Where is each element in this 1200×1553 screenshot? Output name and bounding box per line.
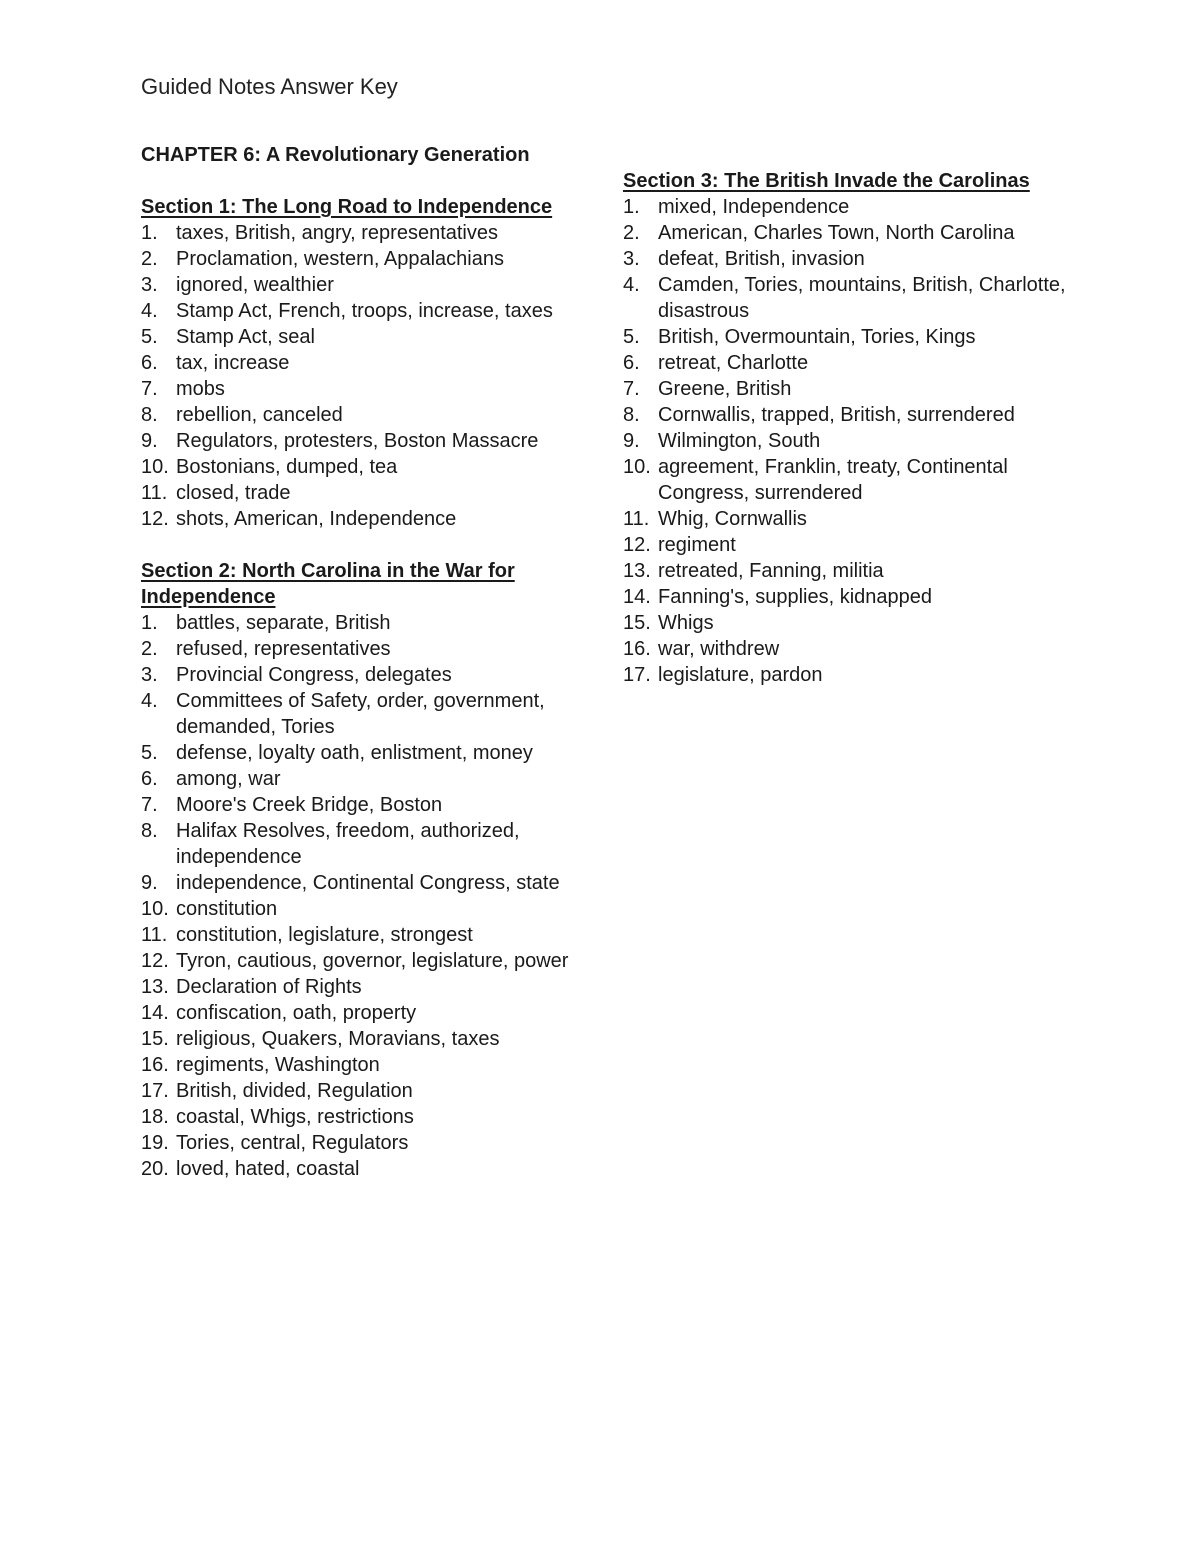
answer-item	[141, 870, 591, 896]
answer-text: Stamp Act, seal	[176, 326, 315, 348]
answer-number: 2.	[141, 248, 158, 270]
right-column	[623, 168, 1073, 688]
answer-item	[141, 1052, 591, 1078]
answer-list	[623, 194, 1073, 688]
answer-text: Whigs	[658, 612, 714, 634]
answer-text: Declaration of Rights	[176, 976, 362, 998]
answer-item	[141, 324, 591, 350]
answer-item	[623, 402, 1073, 428]
answer-item	[141, 896, 591, 922]
answer-number: 8.	[141, 404, 158, 426]
page-header: Guided Notes Answer Key	[141, 74, 398, 99]
answer-number: 7.	[623, 378, 640, 400]
answer-list	[141, 220, 591, 532]
answer-number: 7.	[141, 378, 158, 400]
section-heading: Section 3: The British Invade the Carolinas	[623, 170, 1030, 192]
answer-text: Committees of Safety, order, government, demanded, Tories	[176, 690, 545, 738]
answer-item	[141, 220, 591, 246]
answer-number: 4.	[141, 690, 158, 712]
answer-item	[141, 1156, 591, 1182]
answer-number: 13.	[623, 560, 651, 582]
answer-text: Stamp Act, French, troops, increase, taxes	[176, 300, 553, 322]
answer-number: 3.	[141, 274, 158, 296]
answer-text: British, Overmountain, Tories, Kings	[658, 326, 976, 348]
answer-text: Greene, British	[658, 378, 792, 400]
answer-item	[141, 922, 591, 948]
answer-number: 1.	[141, 612, 158, 634]
answer-item	[141, 792, 591, 818]
answer-text: Wilmington, South	[658, 430, 821, 452]
answer-number: 5.	[623, 326, 640, 348]
answer-text: regiment	[658, 534, 736, 556]
answer-item	[141, 636, 591, 662]
answer-number: 15.	[623, 612, 651, 634]
answer-text: retreat, Charlotte	[658, 352, 809, 374]
answer-text: British, divided, Regulation	[176, 1080, 413, 1102]
answer-item	[141, 948, 591, 974]
answer-number: 6.	[141, 352, 158, 374]
answer-number: 13.	[141, 976, 169, 998]
answer-text: war, withdrew	[658, 638, 780, 660]
answer-number: 8.	[623, 404, 640, 426]
answer-number: 15.	[141, 1028, 169, 1050]
answer-item	[141, 402, 591, 428]
answer-item	[623, 558, 1073, 584]
answer-number: 10.	[141, 456, 169, 478]
answer-text: defeat, British, invasion	[658, 248, 865, 270]
answer-text: taxes, British, angry, representatives	[176, 222, 498, 244]
answer-item	[623, 428, 1073, 454]
answer-item	[141, 974, 591, 1000]
answer-number: 17.	[623, 664, 651, 686]
answer-item	[623, 532, 1073, 558]
answer-item	[141, 480, 591, 506]
answer-item	[623, 610, 1073, 636]
answer-text: Bostonians, dumped, tea	[176, 456, 398, 478]
answer-number: 9.	[623, 430, 640, 452]
answer-item	[623, 506, 1073, 532]
answer-text: religious, Quakers, Moravians, taxes	[176, 1028, 500, 1050]
answer-item	[623, 194, 1073, 220]
answer-text: rebellion, canceled	[176, 404, 343, 426]
answer-number: 17.	[141, 1080, 169, 1102]
answer-number: 6.	[141, 768, 158, 790]
answer-item	[623, 454, 1073, 506]
answer-item	[623, 584, 1073, 610]
answer-text: confiscation, oath, property	[176, 1002, 417, 1024]
answer-number: 12.	[141, 950, 169, 972]
answer-number: 12.	[141, 508, 169, 530]
answer-number: 7.	[141, 794, 158, 816]
section-3	[623, 168, 1073, 688]
answer-text: legislature, pardon	[658, 664, 823, 686]
answer-number: 5.	[141, 742, 158, 764]
answer-text: American, Charles Town, North Carolina	[658, 222, 1015, 244]
answer-item	[623, 350, 1073, 376]
answer-item	[623, 376, 1073, 402]
answer-text: agreement, Franklin, treaty, Continental Congress, surrendered	[658, 456, 1008, 504]
answer-text: Whig, Cornwallis	[658, 508, 807, 530]
answer-text: Camden, Tories, mountains, British, Charlotte, disastrous	[658, 274, 1066, 322]
answer-text: ignored, wealthier	[176, 274, 334, 296]
answer-text: battles, separate, British	[176, 612, 391, 634]
answer-text: regiments, Washington	[176, 1054, 380, 1076]
answer-number: 2.	[623, 222, 640, 244]
answer-item	[141, 1104, 591, 1130]
answer-number: 10.	[141, 898, 169, 920]
answer-text: mixed, Independence	[658, 196, 850, 218]
answer-item	[141, 1130, 591, 1156]
answer-item	[623, 246, 1073, 272]
answer-number: 6.	[623, 352, 640, 374]
answer-text: Tories, central, Regulators	[176, 1132, 409, 1154]
answer-item	[141, 454, 591, 480]
answer-item	[623, 636, 1073, 662]
left-column	[141, 142, 591, 1182]
answer-number: 1.	[623, 196, 640, 218]
answer-text: constitution	[176, 898, 278, 920]
answer-text: retreated, Fanning, militia	[658, 560, 884, 582]
answer-number: 18.	[141, 1106, 169, 1128]
answer-number: 11.	[623, 508, 650, 530]
answer-text: defense, loyalty oath, enlistment, money	[176, 742, 533, 764]
answer-item	[141, 610, 591, 636]
answer-number: 14.	[141, 1002, 169, 1024]
answer-item	[141, 350, 591, 376]
answer-item	[141, 1078, 591, 1104]
answer-item	[141, 272, 591, 298]
section-heading: Section 1: The Long Road to Independence	[141, 196, 553, 218]
answer-text: loved, hated, coastal	[176, 1158, 360, 1180]
answer-item	[141, 1000, 591, 1026]
answer-item	[623, 324, 1073, 350]
answer-item	[623, 272, 1073, 324]
answer-text: coastal, Whigs, restrictions	[176, 1106, 414, 1128]
answer-number: 12.	[623, 534, 651, 556]
answer-number: 16.	[141, 1054, 169, 1076]
answer-item	[141, 506, 591, 532]
answer-text: refused, representatives	[176, 638, 391, 660]
answer-text: Proclamation, western, Appalachians	[176, 248, 504, 270]
answer-number: 10.	[623, 456, 651, 478]
answer-number: 11.	[141, 924, 168, 946]
answer-text: Regulators, protesters, Boston Massacre	[176, 430, 539, 452]
answer-item	[141, 1026, 591, 1052]
answer-text: Provincial Congress, delegates	[176, 664, 452, 686]
answer-text: Fanning's, supplies, kidnapped	[658, 586, 933, 608]
answer-text: among, war	[176, 768, 281, 790]
answer-item	[623, 662, 1073, 688]
answer-item	[141, 246, 591, 272]
answer-item	[141, 766, 591, 792]
answer-text: Cornwallis, trapped, British, surrendered	[658, 404, 1015, 426]
answer-number: 8.	[141, 820, 158, 842]
answer-item	[141, 428, 591, 454]
answer-number: 4.	[623, 274, 640, 296]
answer-number: 3.	[141, 664, 158, 686]
answer-text: shots, American, Independence	[176, 508, 457, 530]
spacer	[141, 532, 591, 558]
answer-text: Halifax Resolves, freedom, authorized, independence	[176, 820, 520, 868]
answer-text: Moore's Creek Bridge, Boston	[176, 794, 443, 816]
answer-item	[623, 220, 1073, 246]
answer-number: 11.	[141, 482, 168, 504]
answer-number: 1.	[141, 222, 158, 244]
answer-text: independence, Continental Congress, state	[176, 872, 560, 894]
answer-number: 14.	[623, 586, 651, 608]
answer-number: 4.	[141, 300, 158, 322]
answer-item	[141, 662, 591, 688]
answer-number: 5.	[141, 326, 158, 348]
answer-text: Tyron, cautious, governor, legislature, power	[176, 950, 569, 972]
answer-text: constitution, legislature, strongest	[176, 924, 473, 946]
answer-item	[141, 818, 591, 870]
answer-item	[141, 298, 591, 324]
answer-item	[141, 688, 591, 740]
section-1	[141, 194, 591, 532]
answer-list	[141, 610, 591, 1182]
answer-text: mobs	[176, 378, 225, 400]
section-heading: Section 2: North Carolina in the War for Independence	[141, 560, 515, 608]
answer-number: 9.	[141, 430, 158, 452]
answer-number: 9.	[141, 872, 158, 894]
answer-item	[141, 740, 591, 766]
answer-text: closed, trade	[176, 482, 291, 504]
answer-number: 3.	[623, 248, 640, 270]
answer-number: 16.	[623, 638, 651, 660]
answer-item	[141, 376, 591, 402]
answer-number: 2.	[141, 638, 158, 660]
answer-number: 19.	[141, 1132, 169, 1154]
section-2	[141, 558, 591, 1182]
answer-text: tax, increase	[176, 352, 290, 374]
spacer	[141, 168, 591, 194]
answer-number: 20.	[141, 1158, 169, 1180]
chapter-title: CHAPTER 6: A Revolutionary Generation	[141, 144, 530, 166]
